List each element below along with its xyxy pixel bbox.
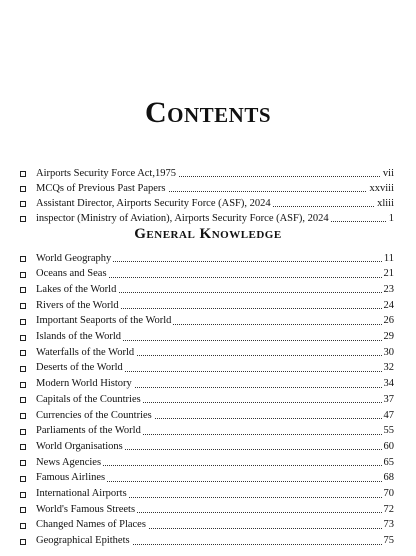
toc-entry	[0, 454, 416, 470]
toc-entry-label: Rivers of the World	[36, 299, 119, 311]
toc-entry	[0, 329, 416, 345]
toc-entry-page: 47	[383, 409, 394, 421]
toc-entry-page: 21	[383, 268, 394, 280]
checkbox-bullet-icon	[20, 413, 26, 419]
checkbox-bullet-icon	[20, 335, 26, 341]
checkbox-bullet-icon	[20, 201, 26, 207]
toc-entry-label: Waterfalls of the World	[36, 346, 135, 358]
toc-entry-label: inspector (Ministry of Aviation), Airports Security Force (ASF), 2024	[36, 212, 329, 224]
toc-entry	[0, 360, 416, 376]
checkbox-bullet-icon	[20, 507, 26, 513]
toc-entry-page: 75	[383, 535, 394, 547]
toc-entry-label: Currencies of the Countries	[36, 409, 152, 421]
checkbox-bullet-icon	[20, 216, 26, 222]
toc-entry	[0, 423, 416, 439]
toc-entry-page: 60	[383, 440, 394, 452]
toc-entry-label: Famous Airlines	[36, 472, 106, 484]
toc-entry-page: 1	[388, 212, 394, 224]
toc-entry-label: Assistant Director, Airports Security Force (ASF), 2024	[36, 197, 271, 209]
checkbox-bullet-icon	[20, 382, 26, 388]
checkbox-bullet-icon	[20, 492, 26, 498]
checkbox-bullet-icon	[20, 539, 26, 545]
toc-entry-page: 72	[383, 503, 394, 515]
toc-entry-page: 73	[383, 519, 394, 531]
toc-entry	[0, 486, 416, 502]
toc-entry-label: Airports Security Force Act,1975	[36, 167, 176, 179]
toc-entry-label: World Geography	[36, 252, 112, 264]
toc-entry-label: Capitals of the Countries	[36, 393, 141, 405]
checkbox-bullet-icon	[20, 171, 26, 177]
toc-entry	[0, 297, 416, 313]
toc-entry	[0, 210, 416, 226]
toc-entry-page: 37	[383, 393, 394, 405]
checkbox-bullet-icon	[20, 272, 26, 278]
toc-entry-page: 23	[383, 283, 394, 295]
toc-entry	[0, 438, 416, 454]
toc-entry-label: MCQs of Previous Past Papers	[36, 182, 166, 194]
toc-entry-label: News Agencies	[36, 456, 102, 468]
checkbox-bullet-icon	[20, 444, 26, 450]
toc-entry-label: World Organisations	[36, 440, 123, 452]
toc-entry-page: 34	[383, 378, 394, 390]
toc-entry-label: Islands of the World	[36, 331, 121, 342]
checkbox-bullet-icon	[20, 303, 26, 309]
toc-entry-page: 55	[383, 425, 394, 437]
toc-entry-page: 11	[383, 252, 394, 264]
toc-entry-label: Oceans and Seas	[36, 268, 107, 280]
checkbox-bullet-icon	[20, 397, 26, 403]
toc-entry	[0, 533, 416, 549]
toc-entry-page: 26	[383, 315, 394, 327]
toc-entry-page: vii	[382, 167, 394, 179]
toc-entry-label: International Airports	[36, 488, 127, 499]
checkbox-bullet-icon	[20, 460, 26, 466]
toc-entry-label: Lakes of the World	[36, 283, 117, 295]
checkbox-bullet-icon	[20, 366, 26, 372]
toc-entry	[0, 195, 416, 211]
checkbox-bullet-icon	[20, 476, 26, 482]
toc-entry-page: 30	[383, 346, 394, 358]
toc-entry	[0, 407, 416, 423]
checkbox-bullet-icon	[20, 186, 26, 192]
toc-entry	[0, 313, 416, 329]
toc-entry-label: Modern World History	[36, 378, 132, 390]
toc-entry-page: 68	[383, 472, 394, 484]
toc-entry-page: xliii	[377, 197, 394, 209]
checkbox-bullet-icon	[20, 429, 26, 435]
checkbox-bullet-icon	[20, 287, 26, 293]
toc-entry	[0, 391, 416, 407]
toc-entry-label: Deserts of the World	[36, 362, 123, 374]
toc-entry	[0, 376, 416, 392]
toc-entry-page: 29	[383, 331, 394, 342]
toc-entry	[0, 250, 416, 266]
toc-entry-page: xxviii	[369, 182, 394, 194]
toc-entry	[0, 517, 416, 533]
contents-title: Contents	[144, 96, 272, 129]
toc-entry-label: Changed Names of Places	[36, 519, 146, 531]
checkbox-bullet-icon	[20, 256, 26, 262]
toc-entry	[0, 501, 416, 517]
toc-entry	[0, 165, 416, 181]
toc-entry-label: Important Seaports of the World	[36, 315, 172, 327]
toc-entry	[0, 470, 416, 486]
checkbox-bullet-icon	[20, 319, 26, 325]
toc-entry-page: 70	[383, 488, 394, 499]
checkbox-bullet-icon	[20, 523, 26, 529]
toc-entry-page: 32	[383, 362, 394, 374]
toc-entry	[0, 180, 416, 196]
section-title: General Knowledge	[134, 226, 282, 242]
toc-entry-label: Parliaments of the World	[36, 425, 141, 437]
toc-entry-label: World's Famous Streets	[36, 503, 136, 515]
toc-entry	[0, 266, 416, 282]
toc-entry	[0, 344, 416, 360]
toc-entry	[0, 281, 416, 297]
toc-entry-page: 65	[383, 456, 394, 468]
toc-entry-label: Geographical Epithets	[36, 535, 130, 547]
toc-entry-page: 24	[383, 299, 394, 311]
checkbox-bullet-icon	[20, 350, 26, 356]
